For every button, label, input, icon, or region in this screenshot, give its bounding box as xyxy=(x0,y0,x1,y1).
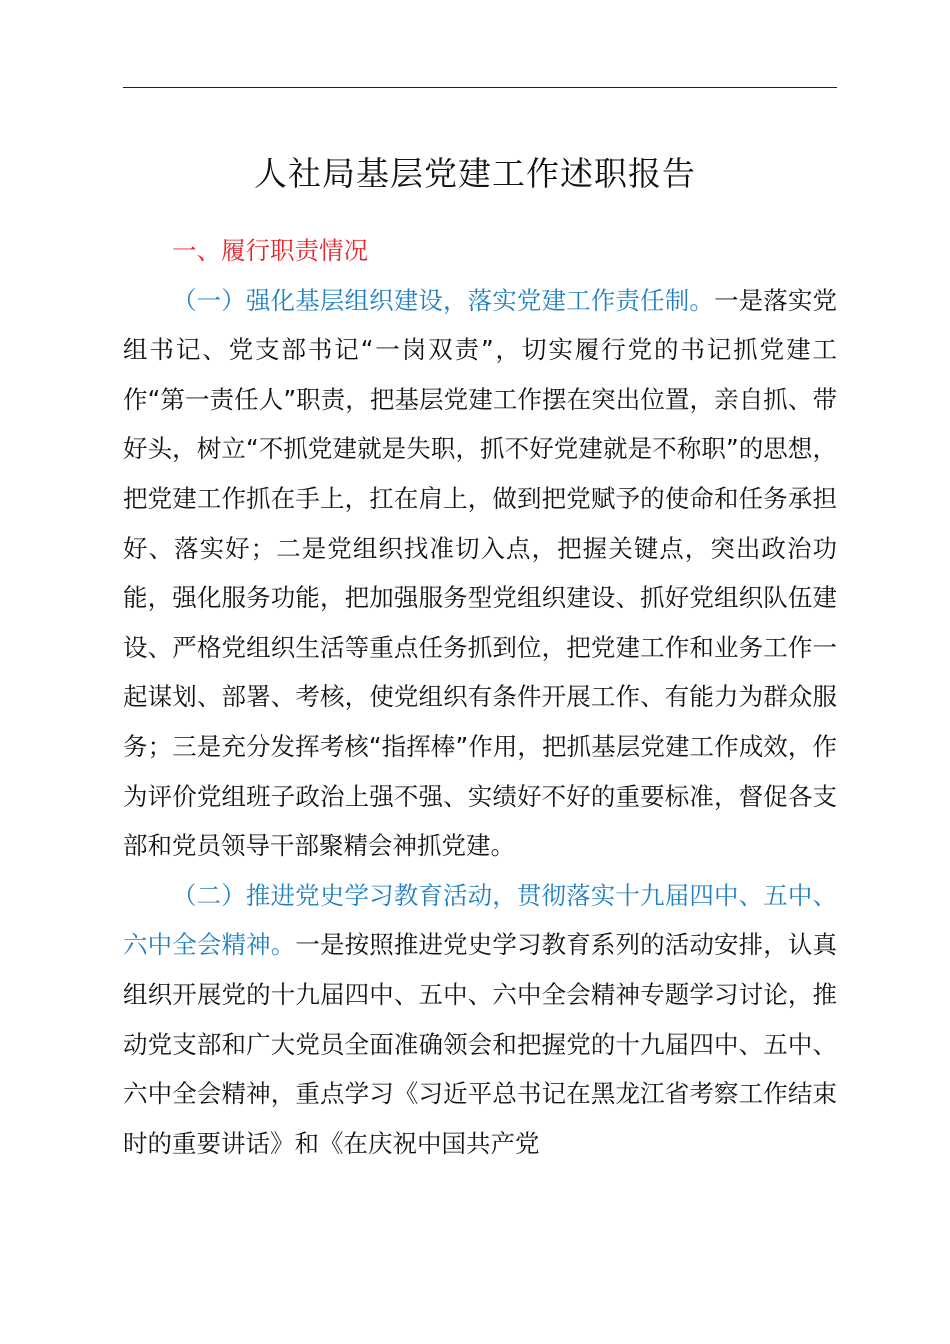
paragraph-2-body: 一是按照推进党史学习教育系列的活动安排，认真组织开展党的十九届四中、五中、六中全会精神专题学习讨论，推动党支部和广大党员全面准确领会和把握党的十九届四中、五中、六中全会精神，重点学习《习近平总书记在黑龙江省考察工作结束时的重要讲话》和《在庆祝中国共产党 xyxy=(123,930,837,1158)
paragraph-1-heading: （一）强化基层组织建设，落实党建工作责任制。 xyxy=(172,285,714,315)
document-title: 人社局基层党建工作述职报告 xyxy=(254,154,696,193)
section-heading xyxy=(123,226,837,276)
section-1-heading: 一、履行职责情况 xyxy=(172,236,368,265)
paragraph-1-body: 一是落实党组书记、党支部书记“一岗双责”，切实履行党的书记抓党建工作“第一责任人”职责，把基层党建工作摆在突出位置，亲自抓、带好头，树立“不抓党建就是失职，抓不好党建就是不称职”的思想，把党建工作抓在手上，扛在肩上，做到把党赋予的使命和任务承担好、落实好；二是党组织找准切入点，把握关键点，突出政治功能，强化服务功能，把加强服务型党组织建设、抓好党组织队伍建设、严格党组织生活等重点任务抓到位，把党建工作和业务工作一起谋划、部署、考核，使党组织有条件开展工作、有能力为群众服务；三是充分发挥考核“指挥棒”作用，把抓基层党建工作成效，作为评价党组班子政治上强不强、实绩好不好的重要标准，督促各支部和党员领导干部聚精会神抓党建。 xyxy=(123,285,838,861)
header-rule xyxy=(123,87,837,88)
paragraph-2 xyxy=(123,871,837,1169)
paragraph-1 xyxy=(123,276,837,871)
document-body xyxy=(123,226,837,1168)
paragraph-2-heading: （二）推进党史学习教育活动，贯彻落实十九届四中、五中、六中全会精神。 xyxy=(123,880,837,960)
